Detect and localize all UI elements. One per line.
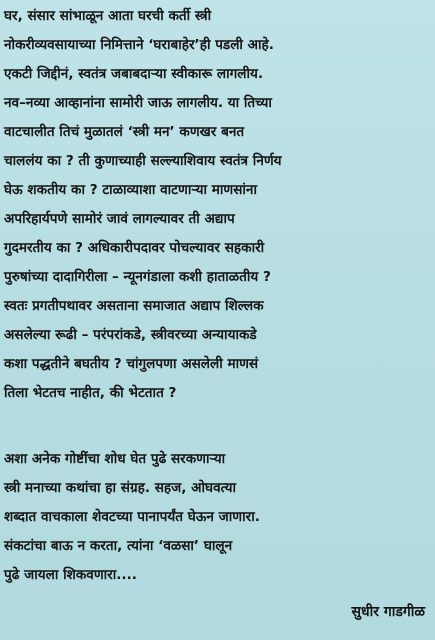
text-line: नोकरीव्यवसायाच्या निमित्ताने ‘घराबाहेर’ही पडली आहे.: [4, 37, 274, 53]
text-line: पुढे जायला शिकवणारा....: [4, 567, 137, 583]
text-line: चाललंय का ? ती कुणाच्याही सल्ल्याशिवाय स्वतंत्र निर्णय: [4, 153, 282, 169]
text-line: संकटांचा बाऊ न करता, त्यांना ‘वळसा’ घालून: [4, 538, 233, 554]
text-line: स्त्री मनाच्या कथांचा हा संग्रह. सहज, ओघवत्या: [4, 480, 236, 496]
text-line: वाटचालीत तिचं मुळातलं ‘स्त्री मन’ कणखर बनत: [4, 124, 245, 140]
text-line: नव–नव्या आव्हानांना सामोरी जाऊ लागलीय. या तिच्या: [4, 95, 272, 111]
text-line: घर, संसार सांभाळून आता घरची कर्ती स्त्री: [4, 8, 212, 24]
text-line: पुरुषांच्या दादागिरीला – न्यूनगंडाला कशी हाताळतीय ?: [4, 269, 271, 285]
text-line: तिला भेटतच नाहीत, की भेटतात ?: [4, 385, 177, 401]
text-line: घेऊ शकतीय का ? टाळाव्याशा वाटणाऱ्या माणसांना: [4, 182, 257, 198]
author-signature: सुधीर गाडगीळ: [351, 604, 425, 620]
text-line: शब्दात वाचकाला शेवटच्या पानापर्यंत घेऊन जाणारा.: [4, 509, 260, 525]
text-line: कशा पद्धतीने बघतीय ? चांगुलपणा असलेली माणसं: [4, 356, 259, 372]
text-line: अशा अनेक गोष्टींचा शोध घेत पुढे सरकणाऱ्या: [4, 451, 226, 467]
text-line: अपरिहार्यपणे सामोरं जावं लागल्यावर ती अद्याप: [4, 211, 235, 227]
text-line: स्वतः प्रगतीपथावर असताना समाजात अद्याप शिल्लक: [4, 298, 264, 314]
text-line: असलेल्या रूढी – परंपरांकडे, स्त्रीवरच्या अन्यायाकडे: [4, 327, 257, 343]
text-line: एकटी जिद्दीनं, स्वतंत्र जबाबदाऱ्या स्वीकारू लागलीय.: [4, 66, 264, 82]
text-line: गुदमरतीय का ? अधिकारीपदावर पोचल्यावर सहकारी: [4, 240, 265, 256]
